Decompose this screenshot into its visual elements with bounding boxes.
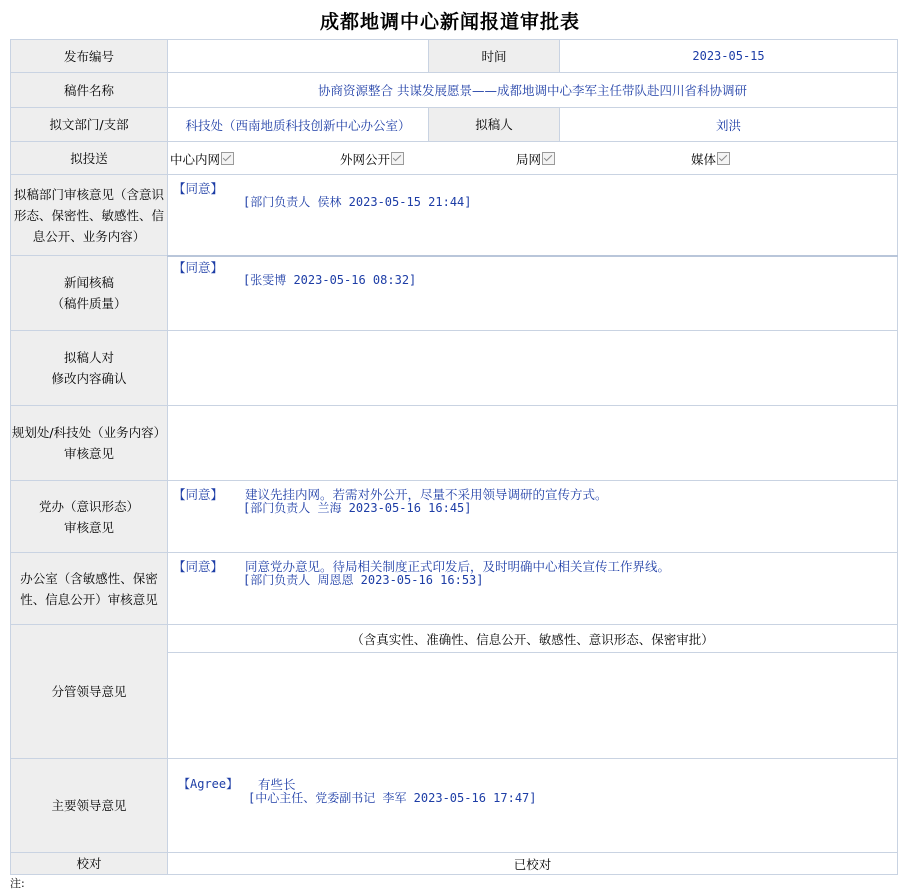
send-option-label: 媒体 (691, 151, 717, 167)
party-review-label-line2: 审核意见 (63, 519, 114, 535)
row-main-leader (11, 759, 898, 853)
news-review-label-line1: 新闻核稿 (63, 275, 114, 290)
row-department (11, 108, 898, 142)
dept-value: 科技处（西南地质科技创新中心办公室） (168, 108, 429, 142)
row-planning-review (11, 406, 898, 481)
party-review-sign: [部门负责人 兰海 2023-05-16 16:45] (243, 501, 472, 515)
send-option-label: 局网 (516, 151, 542, 167)
news-review-sign: [张雯博 2023-05-16 08:32] (243, 272, 417, 287)
drafter-value: 刘洪 (560, 108, 898, 142)
manuscript-name-label: 稿件名称 (11, 73, 168, 108)
party-review-label (11, 481, 168, 553)
dept-review-label: 拟稿部门审核意见（含意识形态、保密性、敏感性、信息公开、业务内容） (11, 175, 168, 256)
row-party-review (11, 481, 898, 553)
news-review-tag: 【同意】 (173, 259, 224, 275)
row-news-review (11, 256, 898, 331)
time-value: 2023-05-15 (560, 40, 898, 73)
drafter-confirm-content (168, 331, 898, 406)
main-leader-content (168, 759, 898, 853)
time-label: 时间 (429, 40, 560, 73)
leader-in-charge-scope: （含真实性、准确性、信息公开、敏感性、意识形态、保密审批） (168, 625, 898, 653)
planning-review-label-line2: 审核意见 (63, 446, 114, 461)
planning-review-label (11, 406, 168, 481)
party-review-content (168, 481, 898, 553)
drafter-confirm-label-line1: 拟稿人对 (63, 350, 114, 365)
dept-review-tag: 【同意】 (173, 181, 224, 196)
office-review-content (168, 553, 898, 625)
leader-in-charge-label: 分管领导意见 (11, 625, 168, 759)
news-review-content (168, 256, 898, 331)
drafter-label: 拟稿人 (429, 108, 560, 142)
office-review-comment: 同意党办意见。待局相关制度正式印发后，及时明确中心相关宣传工作界线。 (245, 559, 671, 574)
send-option-label: 外网公开 (340, 151, 391, 167)
row-manuscript-name (11, 73, 898, 108)
checkbox-public[interactable] (391, 152, 404, 165)
news-review-label (11, 256, 168, 331)
send-option-media (691, 150, 730, 168)
dept-review-sign: [部门负责人 侯林 2023-05-15 21:44] (243, 195, 472, 209)
manuscript-name-value[interactable]: 协商资源整合 共谋发展愿景——成都地调中心李军主任带队赴四川省科协调研 (168, 73, 898, 108)
checkbox-bureau[interactable] (542, 152, 555, 165)
main-leader-sign: [中心主任、党委副书记 李军 2023-05-16 17:47] (248, 791, 537, 805)
send-option-public (340, 150, 404, 168)
main-leader-comment: 有些长 (258, 777, 296, 792)
leader-in-charge-content (168, 653, 898, 759)
party-review-comment: 建议先挂内网。若需对外公开，尽量不采用领导调研的宣传方式。 (245, 487, 608, 502)
send-option-label: 中心内网 (170, 151, 221, 167)
party-review-label-line1: 党办（意识形态） (38, 498, 139, 514)
drafter-confirm-label (11, 331, 168, 406)
row-drafter-confirm (11, 331, 898, 406)
send-option-intranet (170, 150, 234, 168)
issue-no-label: 发布编号 (11, 40, 168, 73)
checkbox-media[interactable] (717, 152, 730, 165)
office-review-label: 办公室（含敏感性、保密性、信息公开）审核意见 (11, 553, 168, 625)
row-dept-review (11, 175, 898, 256)
checkbox-intranet[interactable] (221, 152, 234, 165)
news-review-label-line2: （稿件质量） (51, 296, 127, 311)
row-send-targets (11, 142, 898, 175)
form-title: 成都地调中心新闻报道审批表 (319, 11, 580, 33)
approval-form-table (10, 39, 898, 875)
planning-review-content (168, 406, 898, 481)
send-label: 拟投送 (11, 142, 168, 175)
planning-review-label-line1: 规划处/科技处（业务内容） (11, 425, 167, 440)
office-review-tag: 【同意】 (173, 559, 224, 574)
main-leader-label: 主要领导意见 (11, 759, 168, 853)
drafter-confirm-label-line2: 修改内容确认 (51, 371, 127, 386)
row-office-review (11, 553, 898, 625)
footer-note: 注: (10, 877, 25, 890)
office-review-sign: [部门负责人 周恩恩 2023-05-16 16:53] (243, 573, 484, 587)
row-issue-no (11, 40, 898, 73)
dept-review-content (168, 175, 898, 256)
dept-label: 拟文部门/支部 (11, 108, 168, 142)
send-options (168, 142, 898, 175)
issue-no-value (168, 40, 429, 73)
proofread-label: 校对 (11, 853, 168, 875)
row-leader-in-charge-scope (11, 625, 898, 653)
row-proofread (11, 853, 898, 875)
proofread-value: 已校对 (168, 853, 898, 875)
main-leader-tag: 【Agree】 (178, 777, 239, 791)
party-review-tag: 【同意】 (173, 487, 224, 502)
send-option-bureau (516, 150, 555, 168)
